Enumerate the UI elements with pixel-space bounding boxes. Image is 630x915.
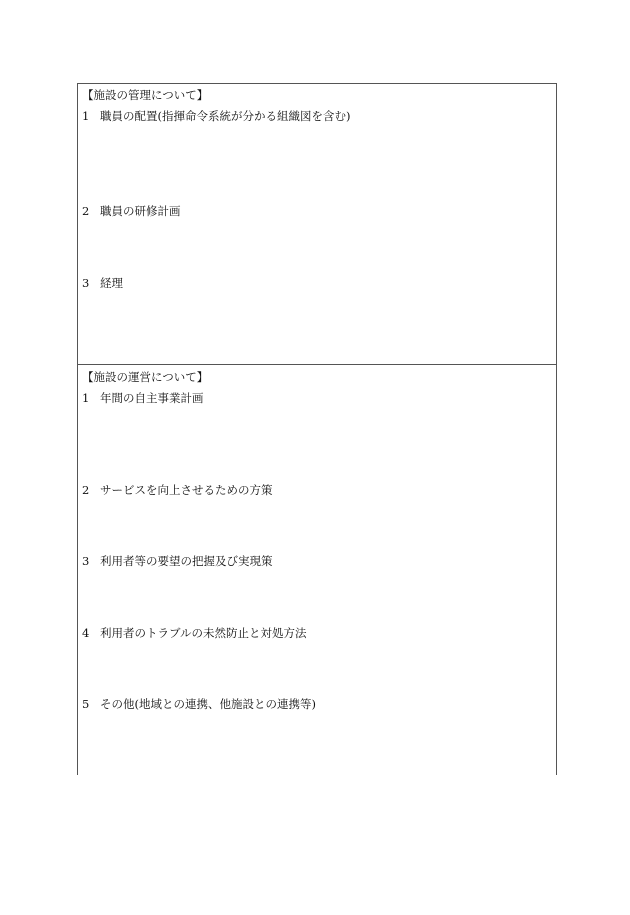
form-table xyxy=(77,83,557,775)
management-section-header: 【施設の管理について】 xyxy=(82,88,209,102)
management-item-3-text: 経理 xyxy=(100,276,123,290)
management-item-3-number: 3 xyxy=(82,276,90,290)
management-item-3 xyxy=(82,276,123,290)
operation-item-4 xyxy=(82,626,307,640)
operation-item-5-number: 5 xyxy=(82,697,90,711)
operation-item-2-number: 2 xyxy=(82,483,90,497)
operation-item-3 xyxy=(82,554,273,568)
management-item-1 xyxy=(82,109,350,123)
operation-item-1-number: 1 xyxy=(82,391,90,405)
management-item-2 xyxy=(82,204,181,218)
operation-item-2-text: サービスを向上させるための方策 xyxy=(100,483,273,497)
operation-section-header: 【施設の運営について】 xyxy=(82,370,209,384)
operation-item-1-text: 年間の自主事業計画 xyxy=(100,391,204,405)
operation-item-5 xyxy=(82,697,316,711)
management-item-1-text: 職員の配置(指揮命令系統が分かる組織図を含む) xyxy=(100,109,351,123)
operation-item-5-text: その他(地域との連携、他施設との連携等) xyxy=(100,697,316,711)
operation-item-1 xyxy=(82,391,204,405)
table-top-border xyxy=(78,83,556,84)
management-item-2-text: 職員の研修計画 xyxy=(100,204,181,218)
management-item-1-number: 1 xyxy=(82,109,90,123)
operation-item-4-text: 利用者のトラブルの未然防止と対処方法 xyxy=(100,626,307,640)
operation-item-2 xyxy=(82,483,273,497)
section-divider xyxy=(78,364,556,365)
operation-item-3-number: 3 xyxy=(82,554,90,568)
operation-item-4-number: 4 xyxy=(82,626,90,640)
operation-item-3-text: 利用者等の要望の把握及び実現策 xyxy=(100,554,273,568)
management-item-2-number: 2 xyxy=(82,204,90,218)
